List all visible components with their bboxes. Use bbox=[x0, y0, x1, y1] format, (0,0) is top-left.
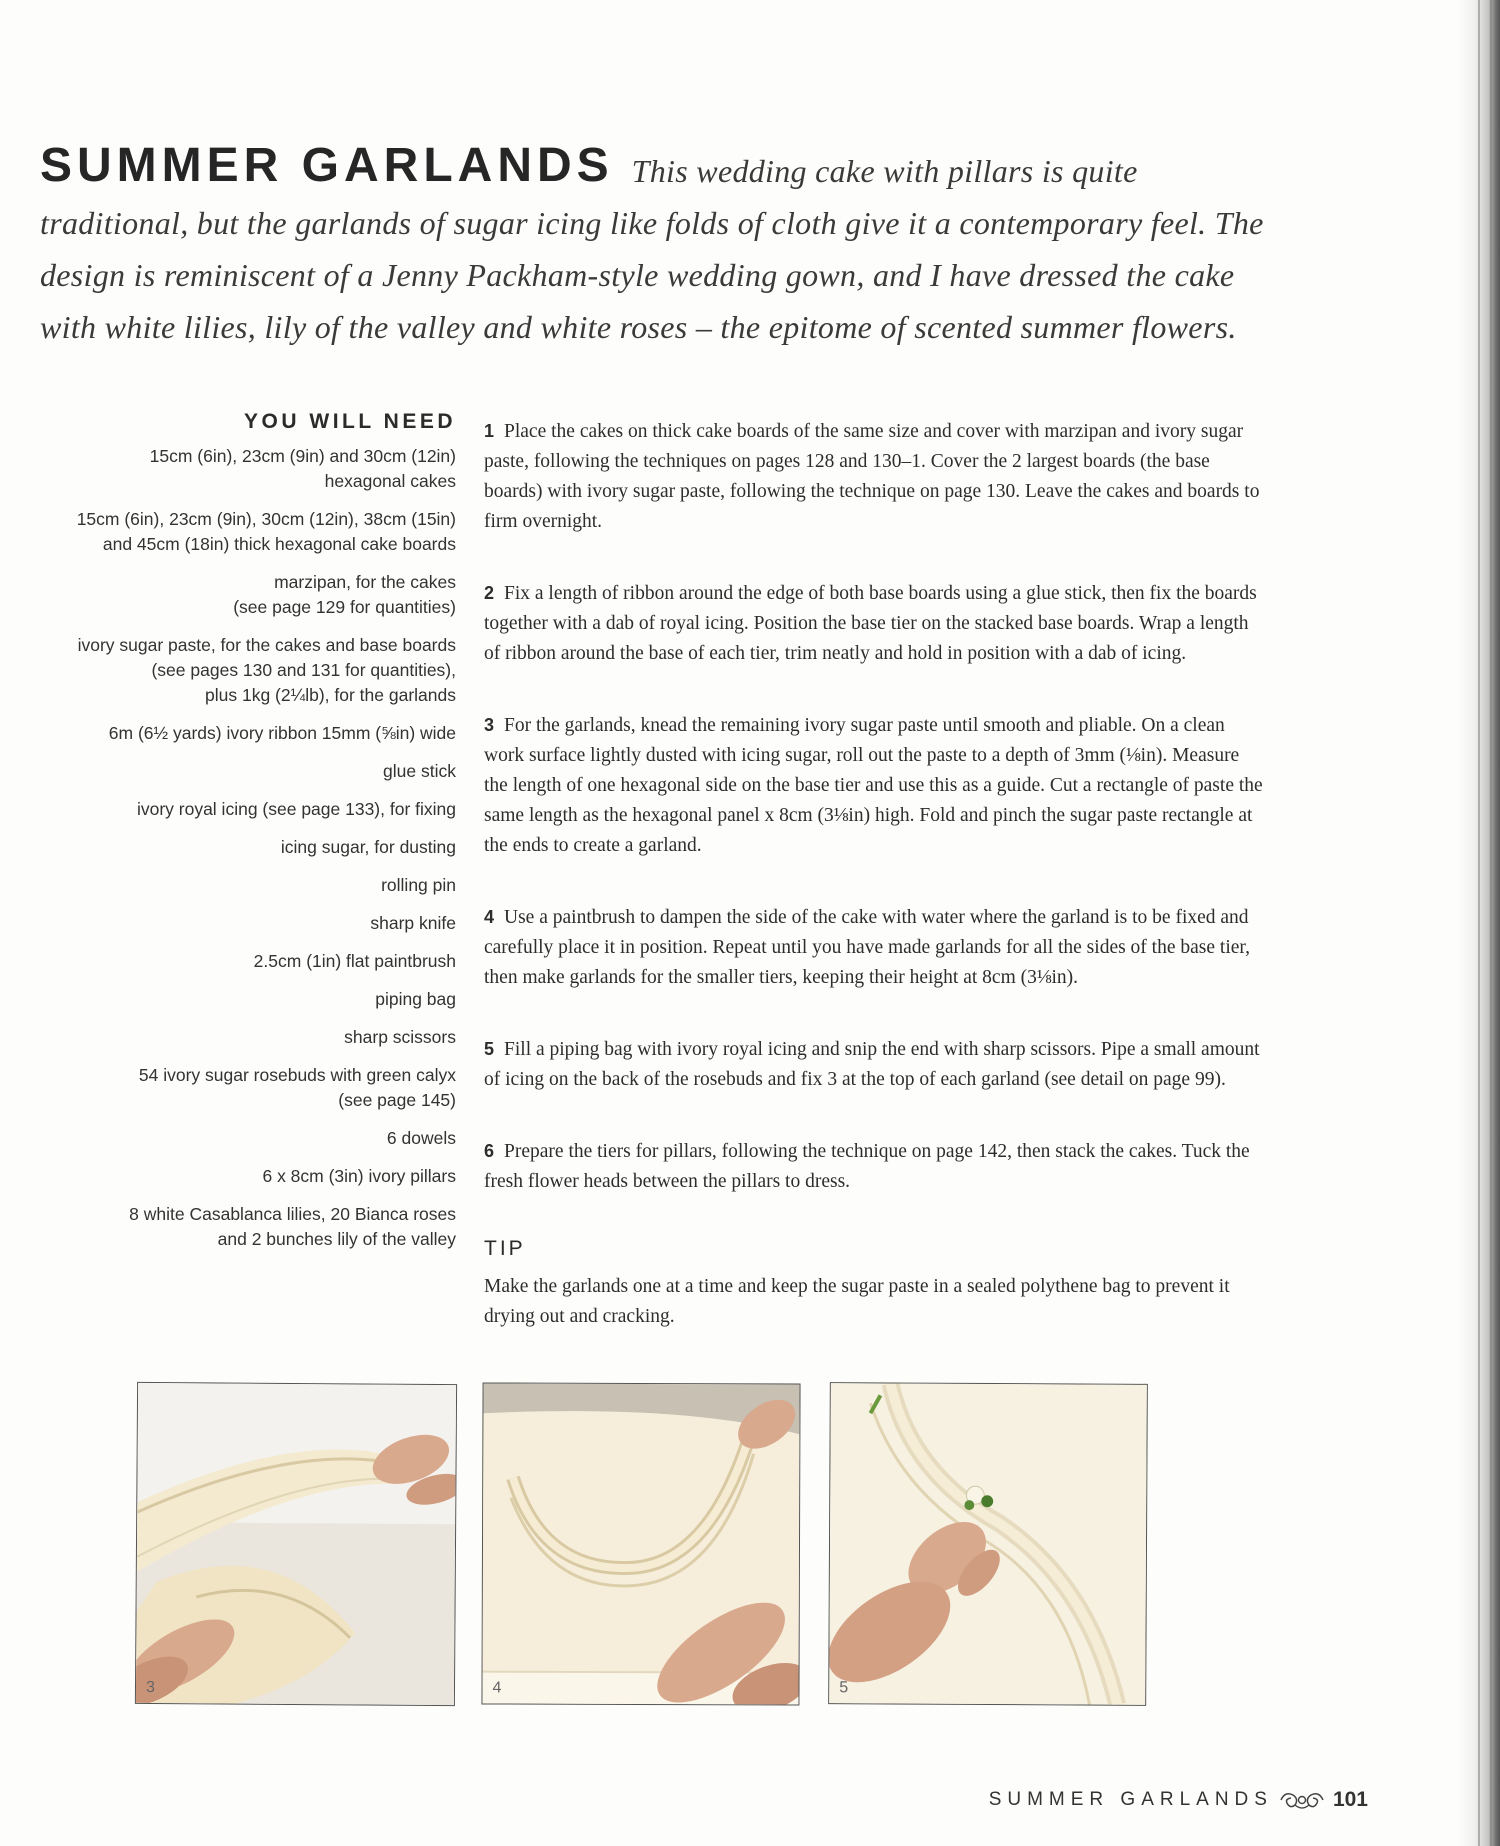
method-step bbox=[484, 710, 1264, 861]
you-will-need-list bbox=[40, 410, 456, 1265]
list-item: 15cm (6in), 23cm (9in) and 30cm (12in) hexagonal cakes bbox=[149, 446, 456, 491]
flourish-ornament-icon bbox=[1277, 1787, 1327, 1813]
step-text: For the garlands, knead the remaining ivory sugar paste until smooth and pliable. On a clean work surface lightly dusted with icing sugar, roll out the paste to a depth of 3mm (⅛in). Measure the length of one hexagonal side on the base tier and use this as a guide. Cut a rectangle of paste the same length as the hexagonal panel x 8cm (3⅛in) high. Fold and pinch the sugar paste rectangle at the ends to create a garland. bbox=[484, 715, 1263, 856]
tip-text: Make the garlands one at a time and keep the sugar paste in a sealed polythene bag to prevent it drying out and cracking. bbox=[484, 1276, 1230, 1327]
method-step bbox=[484, 1136, 1264, 1197]
list-item: 6 dowels bbox=[386, 1128, 456, 1148]
tip-heading: TIP bbox=[484, 1237, 526, 1260]
list-item: 54 ivory sugar rosebuds with green calyx (see page 145) bbox=[138, 1065, 456, 1110]
list-item: icing sugar, for dusting bbox=[280, 837, 456, 857]
method-step bbox=[484, 902, 1264, 993]
photo-garland-folding bbox=[136, 1383, 456, 1705]
step-number: 1 bbox=[484, 421, 495, 441]
step-photo bbox=[135, 1382, 457, 1706]
intro-block bbox=[40, 140, 1280, 353]
step-number: 6 bbox=[484, 1141, 495, 1161]
step-number: 2 bbox=[484, 583, 495, 603]
method-step bbox=[484, 1034, 1264, 1095]
method-step bbox=[484, 416, 1264, 537]
list-item: 6m (6½ yards) ivory ribbon 15mm (⅝in) wide bbox=[108, 723, 456, 743]
list-item: sharp knife bbox=[370, 913, 456, 933]
page-edge-line bbox=[1490, 0, 1492, 1846]
step-text: Use a paintbrush to dampen the side of the cake with water where the garland is to be fixed and carefully place it in position. Repeat until you have made garlands for all the sides of the base tier, then make garlands for the smaller tiers, keeping their height at 8cm (3⅛in). bbox=[484, 907, 1250, 988]
list-item: piping bag bbox=[375, 989, 456, 1009]
method-steps bbox=[484, 416, 1264, 1332]
photo-number: 5 bbox=[839, 1679, 849, 1697]
step-text: Place the cakes on thick cake boards of the same size and cover with marzipan and ivory sugar paste, following the techniques on pages 128 and 130–1. Cover the 2 largest boards (the base boards) with ivory sugar paste, following the technique on page 130. Leave the cakes and boards to firm overnight. bbox=[484, 421, 1260, 532]
page-number: 101 bbox=[1332, 1788, 1368, 1811]
list-item: 6 x 8cm (3in) ivory pillars bbox=[262, 1166, 456, 1186]
intro-text: This wedding cake with pillars is quite traditional, but the garlands of sugar icing like folds of cloth give it a contemporary feel. The design is reminiscent of a Jenny Packham-style wedding gown, and I have dressed the cake with white lilies, lily of the valley and white roses – the epitome of scented summer flowers. bbox=[40, 153, 1264, 345]
step-number: 4 bbox=[484, 907, 495, 927]
photo-number: 4 bbox=[492, 1679, 502, 1697]
step-text: Fill a piping bag with ivory royal icing and snip the end with sharp scissors. Pipe a small amount of icing on the back of the rosebuds and fix 3 at the top of each garland (see detail on page 99). bbox=[484, 1039, 1260, 1090]
step-text: Fix a length of ribbon around the edge of both base boards using a glue stick, then fix the boards together with a dab of royal icing. Position the base tier on the stacked base boards. Wrap a length of ribbon around the base of each tier, trim neatly and hold in position with a dab of icing. bbox=[484, 583, 1257, 664]
step-photo bbox=[481, 1382, 800, 1705]
list-item: ivory sugar paste, for the cakes and base boards (see pages 130 and 131 for quantities), plus 1kg (2¼lb), for the garlands bbox=[77, 635, 456, 705]
page-edge-line bbox=[1478, 0, 1480, 1846]
list-item: 2.5cm (1in) flat paintbrush bbox=[253, 951, 456, 971]
step-number: 5 bbox=[484, 1039, 495, 1059]
list-item: marzipan, for the cakes (see page 129 for quantities) bbox=[233, 572, 456, 617]
step-photo bbox=[828, 1382, 1148, 1706]
photo-garland-placing bbox=[482, 1383, 799, 1704]
photo-rosebud-fixing bbox=[829, 1383, 1147, 1705]
list-item: glue stick bbox=[383, 761, 456, 781]
list-item: ivory royal icing (see page 133), for fixing bbox=[136, 799, 456, 819]
list-item: rolling pin bbox=[381, 875, 456, 895]
photo-number: 3 bbox=[145, 1678, 155, 1697]
list-item: sharp scissors bbox=[344, 1027, 456, 1047]
step-text: Prepare the tiers for pillars, following the technique on page 142, then stack the cakes. Tuck the fresh flower heads between the pillars to dress. bbox=[484, 1141, 1250, 1192]
page-title: SUMMER GARLANDS bbox=[40, 139, 614, 192]
method-step bbox=[484, 578, 1264, 669]
step-number: 3 bbox=[484, 715, 495, 735]
ingredient-list bbox=[40, 444, 456, 1252]
list-item: 8 white Casablanca lilies, 20 Bianca roses and 2 bunches lily of the valley bbox=[129, 1204, 456, 1249]
you-will-need-heading: YOU WILL NEED bbox=[244, 410, 456, 433]
running-footer-title: SUMMER GARLANDS bbox=[988, 1789, 1273, 1810]
list-item: 15cm (6in), 23cm (9in), 30cm (12in), 38cm (15in) and 45cm (18in) thick hexagonal cake boards bbox=[76, 509, 456, 554]
page-footer bbox=[989, 1787, 1368, 1813]
